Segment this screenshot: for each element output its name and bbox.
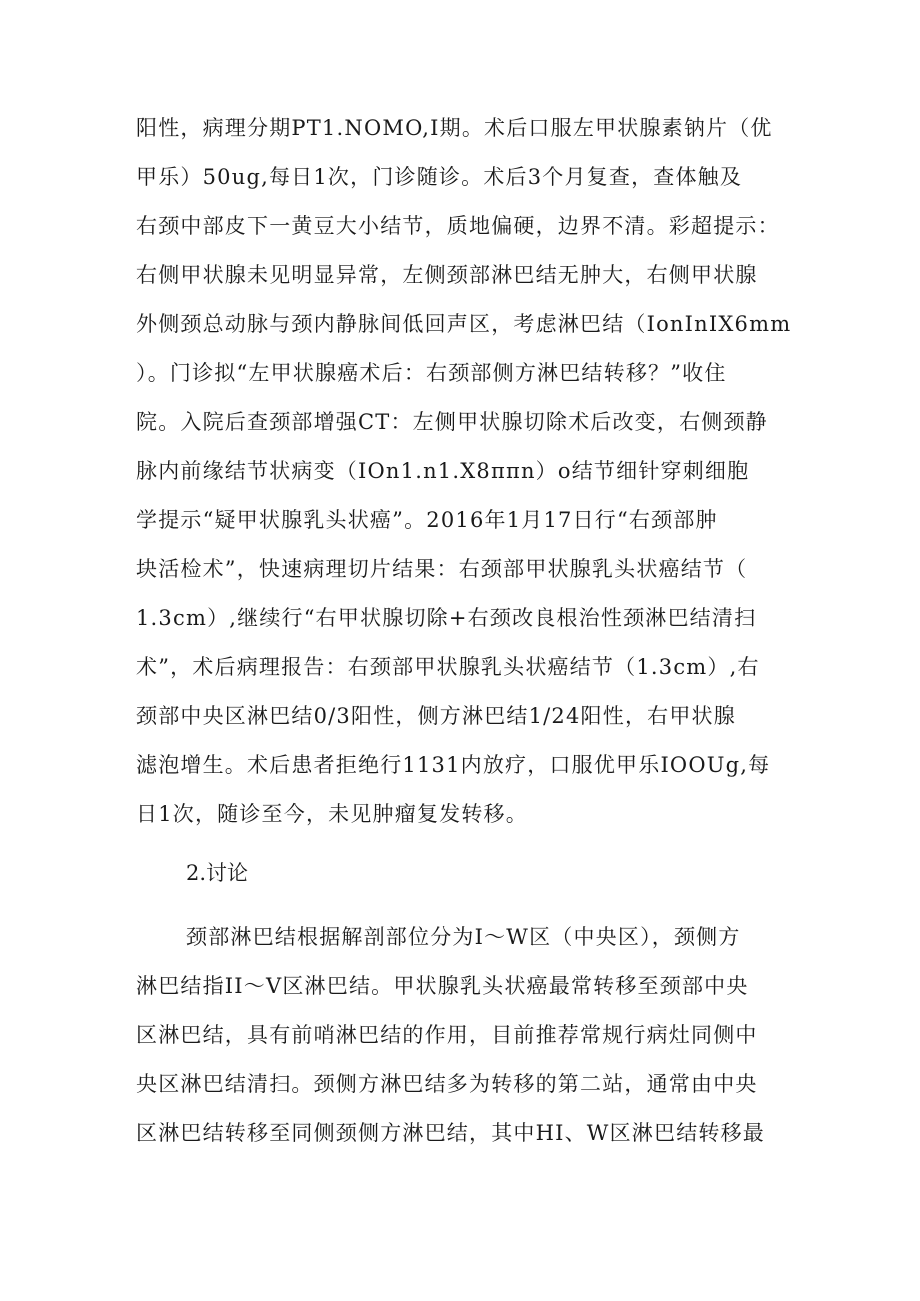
text-line: 1.3cm）,继续行“右甲状腺切除+右颈改良根治性颈淋巴结清扫 xyxy=(136,606,757,630)
text-line: 学提示“疑甲状腺乳头状癌”。2016年1月17日行“右颈部肿 xyxy=(136,508,718,532)
text-line: 颈部淋巴结根据解剖部位分为I〜W区（中央区），颈侧方 xyxy=(186,925,741,949)
text-line: 外侧颈总动脉与颈内静脉间低回声区，考虑淋巴结（IonInIX6mm xyxy=(136,312,792,336)
text-line: 央区淋巴结清扫。颈侧方淋巴结多为转移的第二站，通常由中央 xyxy=(136,1072,758,1096)
text-line: 块活检术”，快速病理切片结果：右颈部甲状腺乳头状癌结节（ xyxy=(136,557,748,581)
text-line: 区淋巴结，具有前哨淋巴结的作用，目前推荐常规行病灶同侧中 xyxy=(136,1023,758,1047)
section-heading: 2.讨论 xyxy=(186,861,249,885)
text-line: 术”，术后病理报告：右颈部甲状腺乳头状癌结节（1.3cm）,右 xyxy=(136,655,760,679)
text-line: 院。入院后查颈部增强CT：左侧甲状腺切除术后改变，右侧颈静 xyxy=(136,410,768,434)
text-line: 淋巴结指II〜V区淋巴结。甲状腺乳头状癌最常转移至颈部中央 xyxy=(136,974,749,998)
text-line: 脉内前缘结节状病变（IOn1.n1.X8ππn）o结节细针穿刺细胞 xyxy=(136,459,750,483)
text-line: ）。门诊拟“左甲状腺癌术后：右颈部侧方淋巴结转移？”收住 xyxy=(136,361,727,385)
text-line: 日1次，随诊至今，未见肿瘤复发转移。 xyxy=(136,802,528,826)
text-line: 右颈中部皮下一黄豆大小结节，质地偏硬，边界不清。彩超提示： xyxy=(136,214,780,238)
text-line: 区淋巴结转移至同侧颈侧方淋巴结，其中HI、W区淋巴结转移最 xyxy=(136,1121,765,1145)
text-line: 甲乐）50ug,每日1次，门诊随诊。术后3个月复查，查体触及 xyxy=(136,165,743,189)
text-line: 右侧甲状腺未见明显异常，左侧颈部淋巴结无肿大，右侧甲状腺 xyxy=(136,263,758,287)
text-line: 颈部中央区淋巴结0/3阳性，侧方淋巴结1/24阳性，右甲状腺 xyxy=(136,704,736,728)
text-line: 阳性，病理分期PT1.NOMO,I期。术后口服左甲状腺素钠片（优 xyxy=(136,116,773,140)
text-line: 滤泡增生。术后患者拒绝行1131内放疗，口服优甲乐IOOUg,每 xyxy=(136,753,771,777)
